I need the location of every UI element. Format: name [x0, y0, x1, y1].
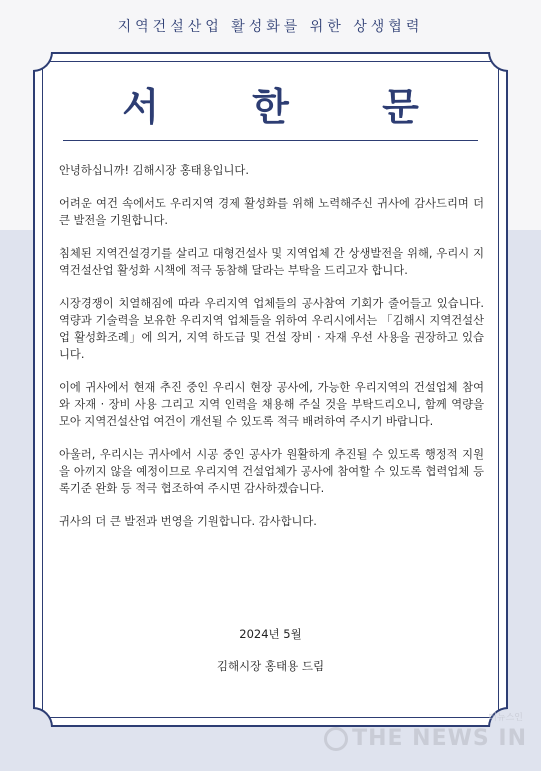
watermark-sub: 더뉴스인: [488, 713, 523, 723]
letter-frame: [33, 52, 508, 727]
letter-signature: 김해시장 홍태용 드림: [216, 659, 325, 673]
paragraph-ask: 이에 귀사에서 현재 추진 중인 우리시 현장 공사에, 가능한 우리지역의 건설업체 참여와 자재 · 장비 사용 그리고 지역 인력을 채용해 주실 것을 부탁드리오니, 함께 역량을 모아 지역건설산업 여건이 개선될 수 있도록 적극 배려하여 주시기 바랍니다.: [59, 381, 484, 428]
letter-body: [59, 162, 484, 546]
title-divider: [63, 140, 478, 141]
letter-date: 2024년 5월: [239, 627, 302, 641]
paragraph-request: 침체된 지역건설경기를 살리고 대형건설사 및 지역업체 간 상생발전을 위해, 우리시 지역건설산업 활성화 시책에 적극 동참해 달라는 부탁을 드리고자 합니다.: [59, 247, 484, 277]
letter-title: 서 한 문: [122, 84, 459, 129]
paragraph-thanks: 어려운 여건 속에서도 우리지역 경제 활성화를 위해 노력해주신 귀사에 감사드리며 더 큰 발전을 기원합니다.: [59, 197, 484, 227]
watermark-logo-icon: [324, 727, 348, 751]
watermark-text: THE NEWS IN: [352, 726, 527, 751]
paragraph-closing: 귀사의 더 큰 발전과 번영을 기원합니다. 감사합니다.: [59, 515, 317, 528]
watermark: [324, 726, 527, 751]
header-slogan: 지역건설산업 활성화를 위한 상생협력: [117, 19, 424, 35]
paragraph-greeting: 안녕하십니까! 김해시장 홍태용입니다.: [59, 164, 249, 177]
paragraph-situation: 시장경쟁이 치열해짐에 따라 우리지역 업체들의 공사참여 기회가 줄어들고 있습니다. 역량과 기술력을 보유한 우리지역 업체들을 위하여 우리시에서는 「김해시 지역건설산업 활성화조례」에 의거, 지역 하도급 및 건설 장비 · 자재 우선 사용을 권장하고 있습니다.: [59, 297, 484, 361]
paragraph-support: 아울러, 우리시는 귀사에서 시공 중인 공사가 원활하게 추진될 수 있도록 행정적 지원을 아끼지 않을 예정이므로 우리지역 건설업체가 공사에 참여할 수 있도록 협력업체 등록기준 완화 등 적극 협조하여 주시면 감사하겠습니다.: [59, 448, 484, 495]
